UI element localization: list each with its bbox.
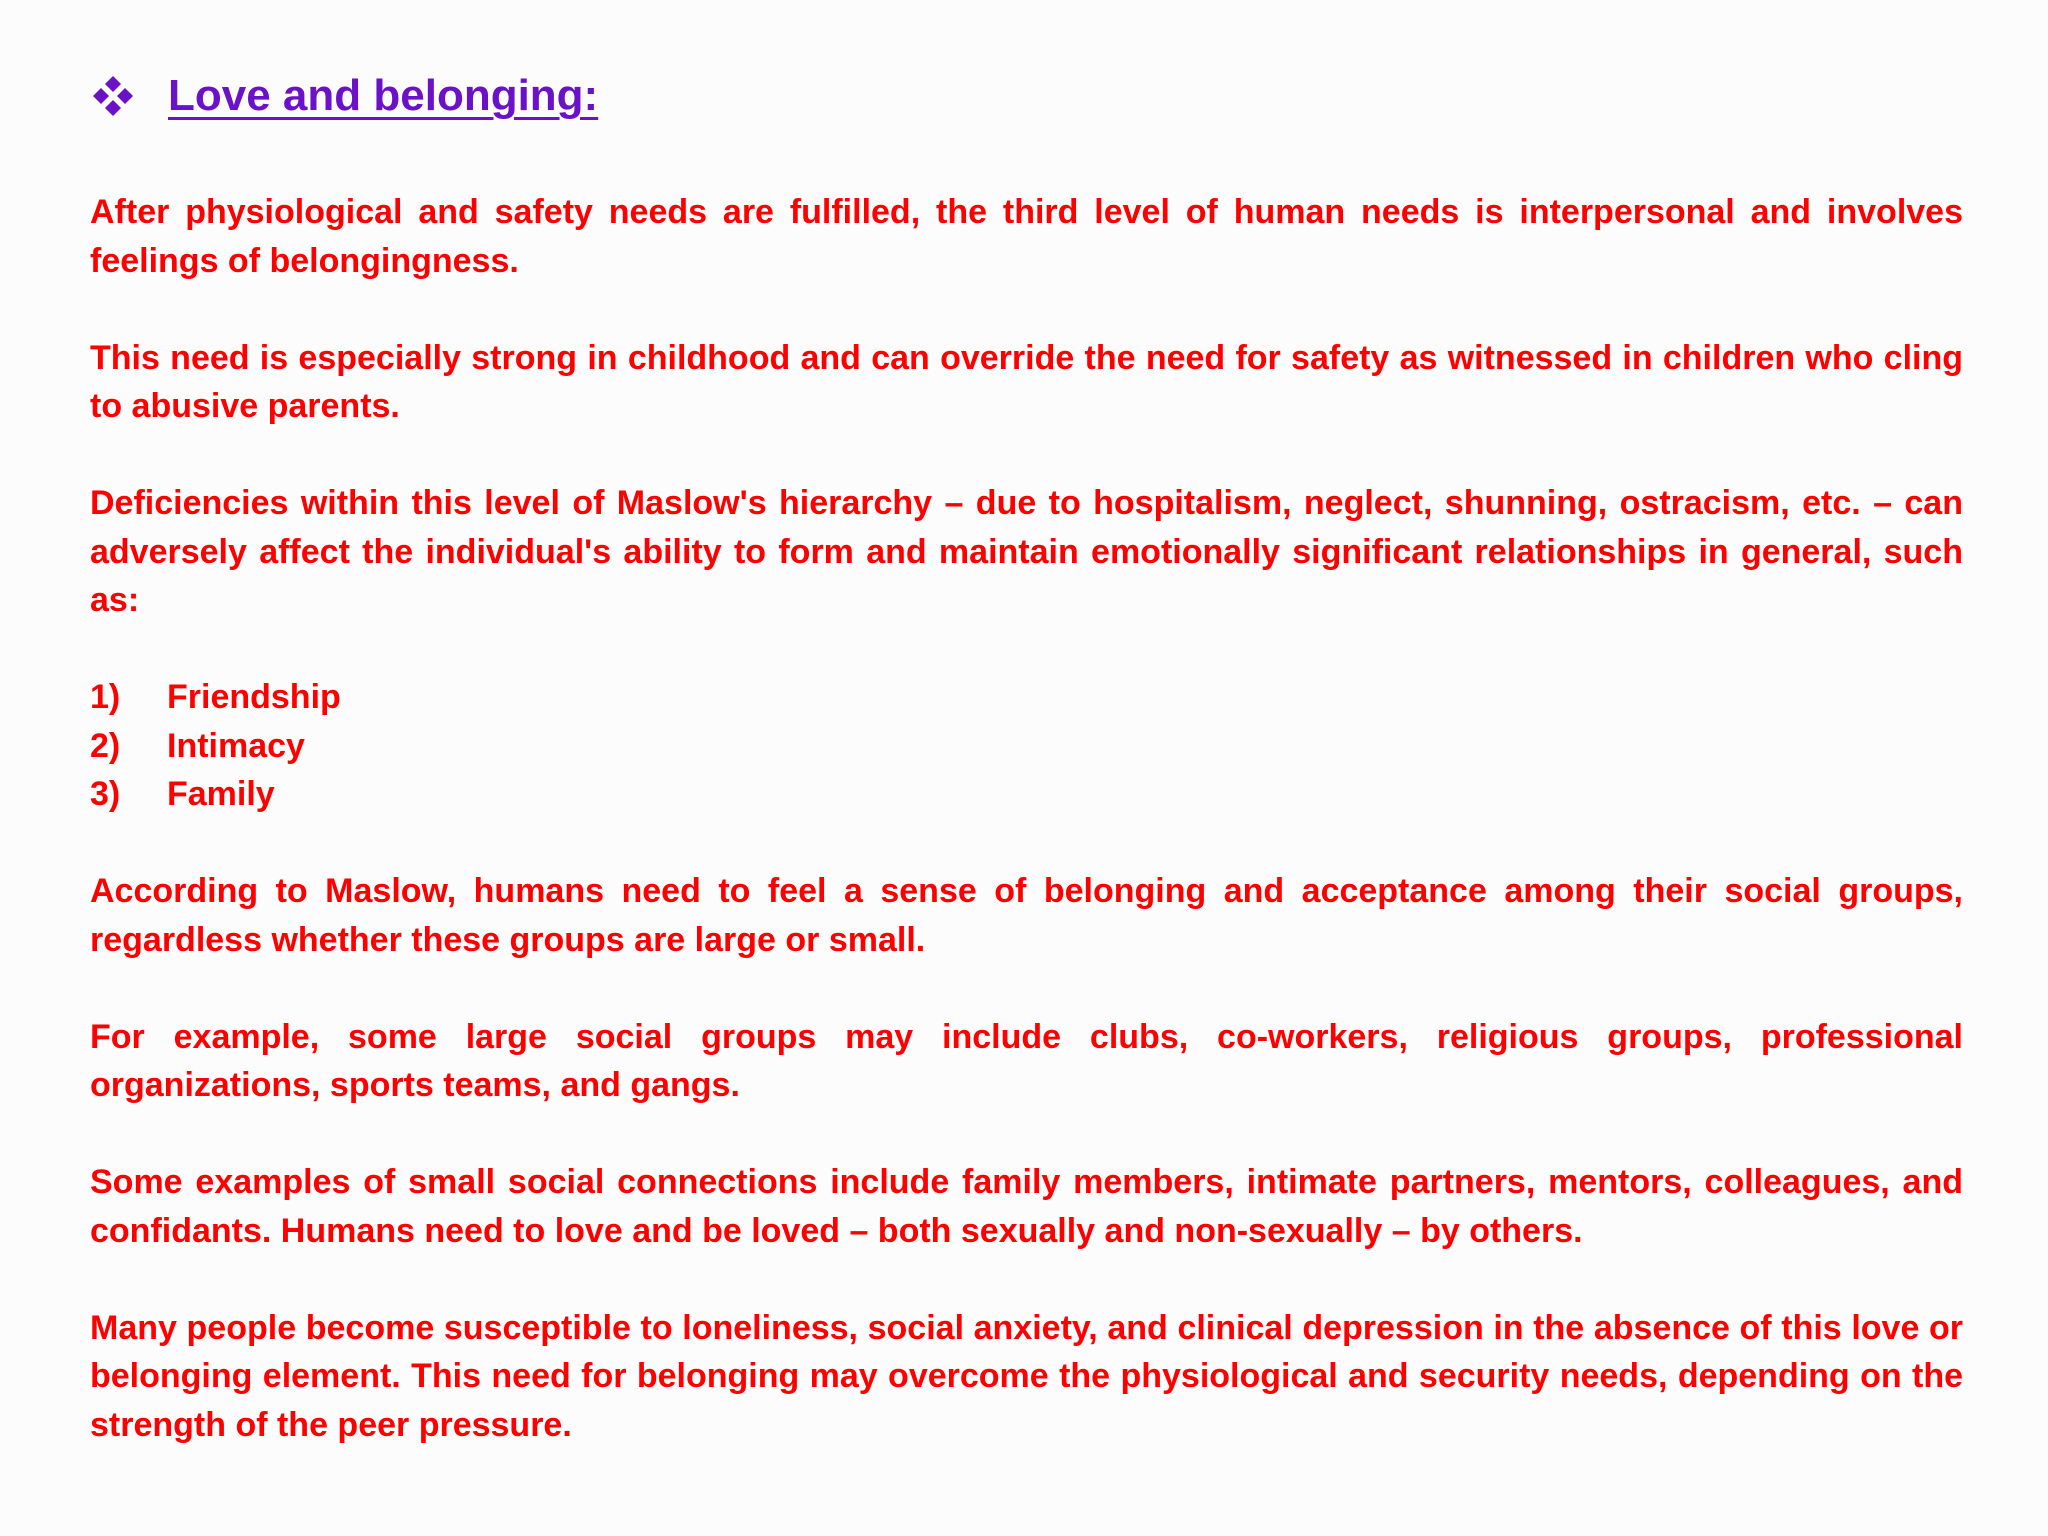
list-item-number: 3)	[90, 775, 121, 813]
paragraph-large-groups: For example, some large social groups may include clubs, co-workers, religious groups, professional organizations, sports teams, and gangs.	[90, 1017, 1963, 1104]
list-item-label: Intimacy	[167, 726, 305, 765]
paragraph-needs-level: After physiological and safety needs are fulfilled, the third level of human needs is interpersonal and involves feelings of belongingness.	[90, 193, 1963, 280]
paragraph-loneliness: Many people become susceptible to loneliness, social anxiety, and clinical depression in the absence of this love or belonging element. This need for belonging may overcome the physiological and security needs, depending on the strength of the peer pressure.	[90, 1308, 1963, 1444]
slide-body	[90, 188, 1963, 1449]
slide-title: Love and belonging:	[168, 71, 599, 120]
paragraph-small-connections: Some examples of small social connections include family members, intimate partners, mentors, colleagues, and confidants. Humans need to love and be loved – both sexually and non-sexually – by others.	[90, 1163, 1963, 1250]
paragraph-deficiencies: Deficiencies within this level of Maslow's hierarchy – due to hospitalism, neglect, shunning, ostracism, etc. – can adversely affect the individual's ability to form and maintain emotionally significant relationships in general, such as:	[90, 484, 1963, 619]
list-item	[90, 770, 1963, 819]
diamond-bullet-icon	[90, 73, 136, 119]
list-item	[90, 673, 1963, 722]
relationships-list	[90, 673, 1963, 819]
list-item-number: 1)	[90, 678, 121, 716]
list-item-label: Family	[167, 775, 275, 813]
paragraph-social-groups: According to Maslow, humans need to feel a sense of belonging and acceptance among their social groups, regardless whether these groups are large or small.	[90, 872, 1963, 959]
paragraph-childhood: This need is especially strong in childhood and can override the need for safety as witnessed in children who cling to abusive parents.	[90, 338, 1963, 425]
list-item-label: Friendship	[167, 678, 341, 716]
list-item-number: 2)	[90, 726, 121, 765]
list-item	[90, 722, 1963, 771]
slide-heading	[90, 62, 598, 130]
